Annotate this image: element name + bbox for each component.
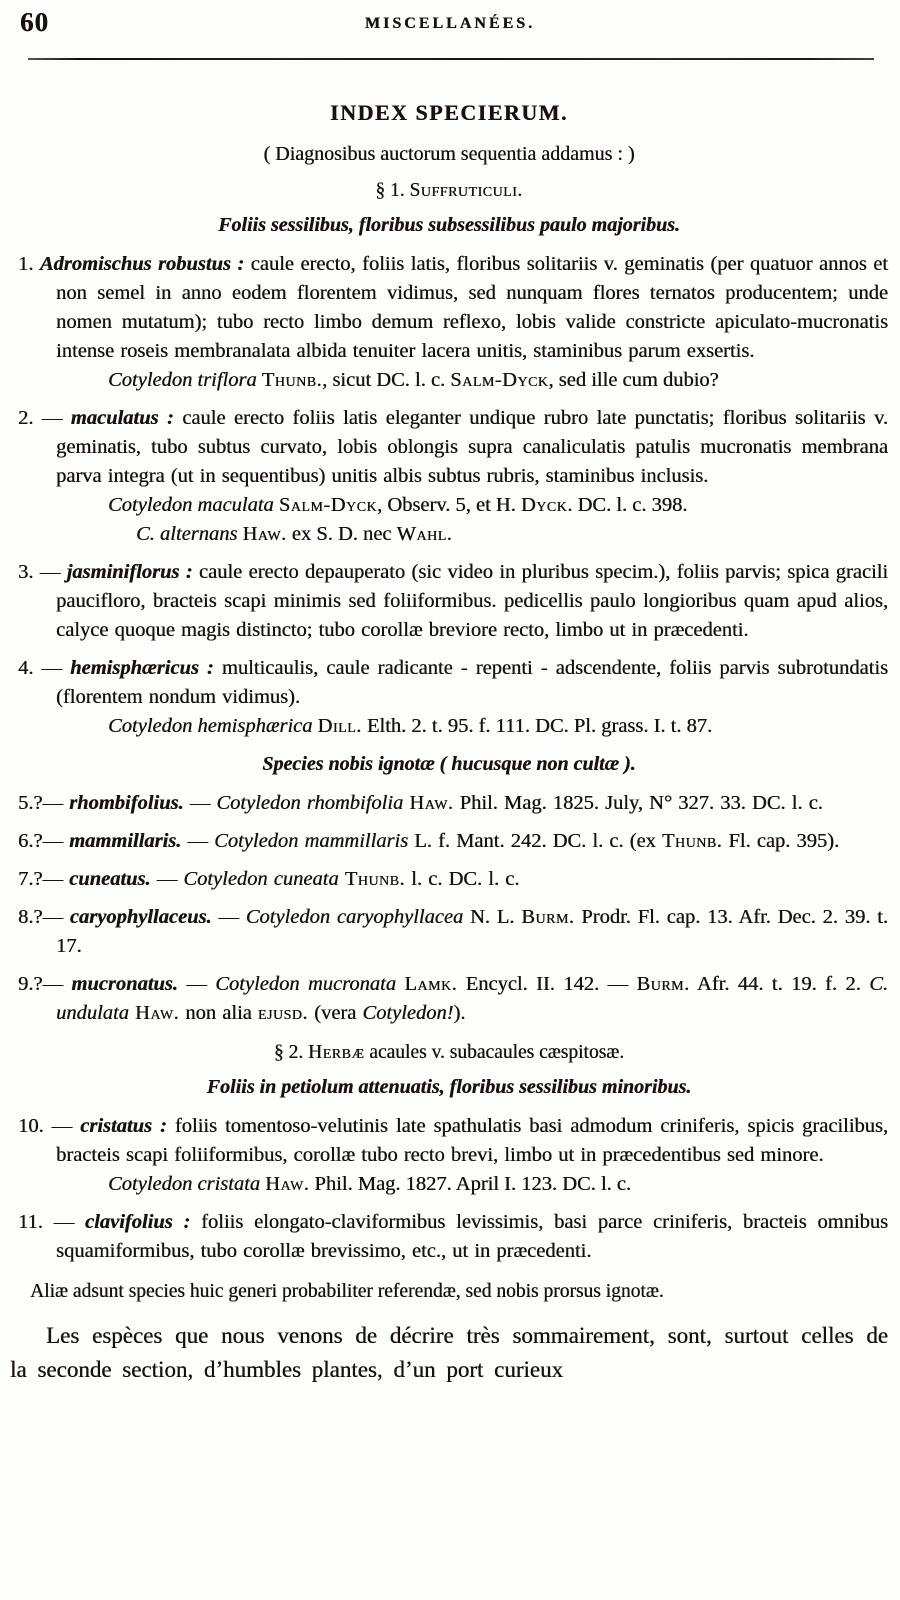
text-segment: acaules v. subacaules cæspitosæ. <box>364 1042 625 1063</box>
entry-number: 7.?— <box>18 868 63 890</box>
text-segment: Haw. <box>242 523 287 545</box>
page-number: 60 <box>20 7 49 37</box>
unknown-species-heading <box>10 753 888 776</box>
text-segment: Phil. Mag. 1825. July, N° 327. 33. DC. l. c. <box>453 792 823 814</box>
species-entry-1 <box>10 250 888 366</box>
text-segment: , Observ. 5, et H. <box>377 494 521 516</box>
text-segment: Burm. <box>636 973 690 995</box>
text-segment: , sed ille cum dubio? <box>548 369 719 391</box>
text-segment: mammillaris. <box>69 830 182 852</box>
citation-secondary <box>136 520 888 549</box>
species-entry-2 <box>10 404 888 491</box>
section-1-diagnosis <box>10 214 888 237</box>
entry-number: 4. <box>18 657 34 679</box>
text-segment: mucronatus. <box>71 973 178 995</box>
text-segment: Adromischus robustus : <box>39 253 245 275</box>
text-segment: — <box>177 973 216 995</box>
text-segment: rhombifolius. <box>69 792 184 814</box>
header-rule-divider <box>28 58 874 60</box>
text-segment: Cotyledon rhombifolia <box>216 792 410 814</box>
text-segment: Salm-Dyck <box>450 369 549 391</box>
text-segment: foliis tomentoso-velutinis late spathulatis basi admodum criniferis, spicis gracilibus, bracteis scapi foliiformibus, corollæ tubo recto brevi, limbo ut in præcedentibus sed minore. <box>56 1115 889 1166</box>
text-segment: Les espèces que nous venons de décrire très sommairement, sont, surtout celles de la seconde section, d’humbles plantes, d’un port curieux <box>10 1323 888 1382</box>
text-segment: Cotyledon cuneata <box>183 868 345 890</box>
text-segment: Foliis in petiolum attenuatis, floribus sessilibus minoribus. <box>206 1076 692 1098</box>
species-entry-6 <box>10 827 888 856</box>
closing-note <box>10 1277 888 1306</box>
text-segment: Species nobis ignotæ ( hucusque non cultæ ). <box>262 753 636 775</box>
text-segment: Thunb. <box>344 868 406 890</box>
text-segment: Haw. <box>409 792 454 814</box>
citation <box>108 712 888 741</box>
text-segment: Haw. <box>265 1173 310 1195</box>
entry-number: 1. <box>18 253 34 275</box>
text-segment: Suffruticuli. <box>409 180 523 201</box>
text-segment: — <box>39 561 67 583</box>
running-head: MISCELLANÉES. <box>364 15 536 32</box>
species-entry-11 <box>10 1208 888 1266</box>
text-segment: § 1. <box>375 180 410 201</box>
text-segment: Burm. <box>521 906 575 928</box>
entry-number: 9.?— <box>18 973 63 995</box>
entry-number: 10. <box>18 1115 44 1137</box>
species-entry-3 <box>10 558 888 645</box>
text-segment: L. f. Mant. 242. DC. l. c. (ex <box>414 830 662 852</box>
page-body <box>0 100 900 1387</box>
text-segment: Dyck <box>520 494 568 516</box>
species-entry-7 <box>10 865 888 894</box>
species-entry-9 <box>10 970 888 1028</box>
species-entry-10 <box>10 1112 888 1170</box>
text-segment: non alia <box>179 1002 258 1024</box>
text-segment: Prodr. Fl. cap. 13. Afr. Dec. 2. 39. t. 17. <box>56 906 889 957</box>
text-segment: Cotyledon hemisphærica <box>108 715 318 737</box>
entry-number: 11. <box>18 1211 43 1233</box>
species-entry-8 <box>10 903 888 961</box>
text-segment: ejusd. <box>257 1002 309 1024</box>
species-entry-5 <box>10 789 888 818</box>
text-segment: multicaulis, caule radicante - repenti - adscendente, foliis parvis subrotundatis (florentem nondum vidimus). <box>56 657 888 708</box>
text-segment: Phil. Mag. 1827. April I. 123. DC. l. c. <box>309 1173 632 1195</box>
text-segment: — <box>181 830 215 852</box>
text-segment: caryophyllaceus. <box>69 906 212 928</box>
text-segment: Lamk. <box>404 973 458 995</box>
citation <box>108 491 888 520</box>
text-segment: , sicut DC. l. c. <box>322 369 451 391</box>
section-1-heading <box>10 180 888 202</box>
text-segment: caule erecto, foliis latis, floribus solitariis v. geminatis (per quatuor annos et non semel in anno eodem florentem vidimus, sed nunquam flores ternatos producentem; unde nomen mutatum); tubo recto limbo demum reflexo, lobis valide constricte apiculato-mucronatis intense roseis membranalata albida tenuiter lacera unitis, staminibus parum exsertis. <box>56 253 888 362</box>
citation <box>108 366 888 395</box>
section-2-diagnosis <box>10 1076 888 1099</box>
text-segment: Thunb. <box>661 830 723 852</box>
french-paragraph <box>10 1319 888 1387</box>
text-segment: Cotyledon maculata <box>108 494 279 516</box>
text-segment: caule erecto foliis latis eleganter undique rubro late punctatis; floribus solitariis v. geminatis, tubo subtus curvato, lobis oblongis supra canaliculatis patulis mucronatis membrana parva integra (ut in sequentibus) unitis albis subtus rubris, staminibus inclusis. <box>56 407 889 487</box>
section-2-heading <box>10 1042 888 1064</box>
text-segment: INDEX SPECIERUM. <box>330 100 568 125</box>
text-segment: Salm-Dyck <box>278 494 378 516</box>
page-header <box>0 0 900 37</box>
text-segment: Cotyledon mucronata <box>215 973 405 995</box>
text-segment: Aliæ adsunt species huic generi probabiliter referendæ, sed nobis prorsus ignotæ. <box>30 1281 664 1302</box>
text-segment: l. c. DC. l. c. <box>405 868 520 890</box>
entry-number: 3. <box>18 561 34 583</box>
text-segment: clavifolius : <box>84 1211 191 1233</box>
text-segment: . DC. l. c. 398. <box>567 494 688 516</box>
text-segment: Encycl. II. 142. — <box>457 973 637 995</box>
text-segment: jasminiflorus : <box>66 561 193 583</box>
text-segment: Foliis sessilibus, floribus subsessilibus paulo majoribus. <box>218 214 680 236</box>
index-title <box>10 100 888 126</box>
text-segment: — <box>41 657 71 679</box>
entry-number: 8.?— <box>18 906 63 928</box>
text-segment: — <box>53 1211 85 1233</box>
text-segment: — <box>183 792 217 814</box>
text-segment: Dill. <box>317 715 362 737</box>
text-segment: N. L. <box>470 906 522 928</box>
text-segment: hemisphæricus : <box>70 657 214 679</box>
text-segment: C. undulata <box>56 973 889 1024</box>
text-segment: Afr. 44. t. 19. f. 2. <box>689 973 870 995</box>
text-segment: . <box>446 523 452 545</box>
text-segment: Thunb. <box>261 369 323 391</box>
text-segment: — <box>150 868 184 890</box>
text-segment: (vera <box>308 1002 363 1024</box>
text-segment: maculatus : <box>70 407 174 429</box>
text-segment: Herbæ <box>308 1042 365 1063</box>
text-segment: cuneatus. <box>69 868 151 890</box>
text-segment: Wahl <box>396 523 447 545</box>
text-segment: — <box>211 906 246 928</box>
text-segment: cristatus : <box>80 1115 167 1137</box>
text-segment: Cotyledon cristata <box>108 1173 266 1195</box>
text-segment: ). <box>453 1002 466 1024</box>
text-segment: ex S. D. nec <box>286 523 397 545</box>
entry-number: 5.?— <box>18 792 63 814</box>
text-segment: Fl. cap. 395). <box>722 830 840 852</box>
citation <box>108 1170 888 1199</box>
entry-number: 2. <box>18 407 34 429</box>
text-segment: — <box>41 407 71 429</box>
species-entry-4 <box>10 654 888 712</box>
text-segment: — <box>51 1115 81 1137</box>
text-segment: Cotyledon! <box>362 1002 454 1024</box>
text-segment: Cotyledon triflora <box>108 369 262 391</box>
text-segment: Cotyledon caryophyllacea <box>245 906 470 928</box>
entry-number: 6.?— <box>18 830 63 852</box>
text-segment: C. alternans <box>136 523 243 545</box>
text-segment: Elth. 2. t. 95. f. 111. DC. Pl. grass. I. t. 87. <box>361 715 713 737</box>
text-segment: foliis elongato-claviformibus levissimis, basi parce criniferis, bracteis omnibus squamiformibus, tubo corollæ brevissimo, etc., ut in præcedenti. <box>56 1211 889 1262</box>
text-segment: caule erecto depauperato (sic video in pluribus specim.), foliis parvis; spica gracili paucifloro, bracteis scapi minimis sed foliiformibus. pedicellis paulo longioribus quam apud alios, calyce quoque magis distincto; tubo corollæ breviore recto, limbo ut in præcedenti. <box>56 561 889 641</box>
text-segment: Haw. <box>135 1002 180 1024</box>
text-segment: Cotyledon mammillaris <box>214 830 415 852</box>
text-segment: § 2. <box>273 1042 309 1063</box>
addendum-note <box>10 143 888 166</box>
text-segment: ( Diagnosibus auctorum sequentia addamus : ) <box>263 143 635 165</box>
